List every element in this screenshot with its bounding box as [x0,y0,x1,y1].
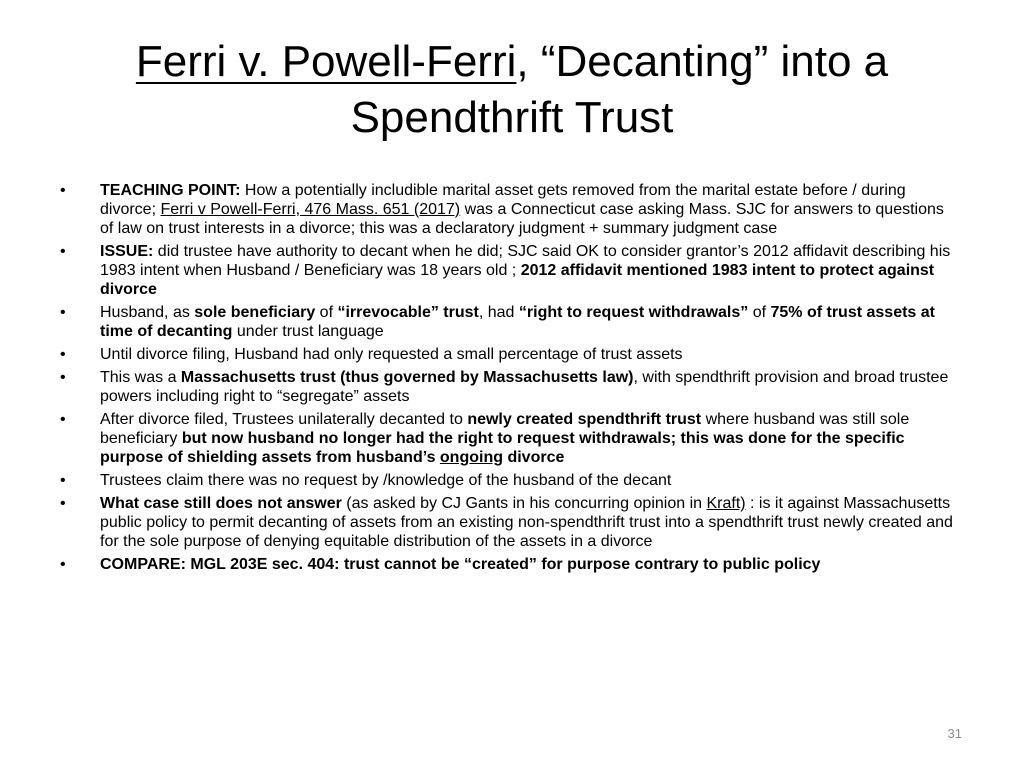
bullet-text-segment: newly created spendthrift trust [467,411,702,428]
bullet-dot: • [60,369,66,386]
bullet-text-segment: Kraft) [706,495,746,512]
bullet-text-segment: : is it against Massachusetts public policy to permit decanting of assets from an existing non-spendthrift trust into a spendthrift trust newly created and for the sole purpose of denying equitable distribution of the assets in a divorce [100,495,953,550]
title-rest-line1: , “Decanting” into a [516,37,889,86]
bullet-text-segment: , with spendthrift provision and broad trustee powers including right to “segregate” assets [100,369,949,405]
bullet-item [60,471,960,490]
bullet-text-segment: How a potentially includible marital asset gets removed from the marital estate before / during divorce; [100,182,906,218]
bullet-text-segment: COMPARE: MGL 203E sec. 404: trust cannot be “created” for purpose contrary to public policy [100,556,821,573]
bullet-text-segment: of [315,304,338,321]
bullet-item [60,494,960,551]
bullet-dot: • [60,472,66,489]
bullet-dot: • [60,411,66,428]
bullet-item [60,181,960,238]
bullet-text-segment: where husband was still sole beneficiary [100,411,910,447]
bullet-text-segment: Until divorce filing, Husband had only requested a small percentage of trust assets [100,346,683,363]
bullet-text-segment: ISSUE: [100,243,154,260]
bullet-text-segment: was a Connecticut case asking Mass. SJC for answers to questions of law on trust interests in a divorce; this was a declaratory judgment + summary judgment case [100,201,944,237]
bullet-dot: • [60,304,66,321]
title-line2: Spendthrift Trust [350,93,674,142]
bullet-text-segment: Trustees claim there was no request by /knowledge of the husband of the decant [100,472,672,489]
bullet-dot: • [60,182,66,199]
bullet-text-segment: Husband, as [100,304,195,321]
page-number: 31 [947,726,962,741]
title-case-name: Ferri v. Powell-Ferri [135,37,517,86]
bullet-item [60,345,960,364]
bullet-dot: • [60,495,66,512]
bullet-item [60,368,960,406]
bullet-item [60,410,960,467]
bullet-item [60,303,960,341]
bullet-text-segment: of [748,304,771,321]
bullet-item [60,242,960,299]
bullet-text-segment: After divorce filed, Trustees unilaterally decanted to [100,411,468,428]
bullet-text-segment: This was a [100,369,181,386]
bullet-list [60,181,960,578]
bullet-text-segment: “irrevocable” trust [337,304,479,321]
bullet-text-segment: 75% of trust assets at time of decanting [100,304,935,340]
bullet-item [60,555,960,574]
bullet-text-segment: but now husband no longer had the right to request withdrawals; this was done for the specific purpose of shielding assets from husband’s [100,430,905,466]
bullet-dot: • [60,556,66,573]
bullet-text-segment: (as asked by CJ Gants in his concurring opinion in [341,495,707,512]
bullet-text-segment: under trust language [232,323,384,340]
bullet-text-segment: sole beneficiary [194,304,316,321]
bullet-text-segment: did trustee have authority to decant when he did; SJC said OK to consider grantor’s 2012 affidavit describing his 1983 intent when Husband / Beneficiary was 18 years old ; [100,243,951,279]
bullet-text-segment: TEACHING POINT: [100,182,241,199]
bullet-dot: • [60,243,66,260]
bullet-text-segment: divorce [503,449,565,466]
bullet-text-segment: Ferri v Powell-Ferri, 476 Mass. 651 (2017) [160,201,461,218]
bullet-text-segment: ongoing [439,449,503,466]
bullet-dot: • [60,346,66,363]
bullet-text-segment: , had [478,304,519,321]
bullet-text-segment: “right to request withdrawals” [518,304,749,321]
bullet-text-segment: 2012 affidavit mentioned 1983 intent to protect against divorce [100,262,935,298]
bullet-text-segment: What case still does not answer [100,495,342,512]
bullet-text-segment: Massachusetts trust (thus governed by Massachusetts law) [180,369,634,386]
slide-title [40,34,984,146]
